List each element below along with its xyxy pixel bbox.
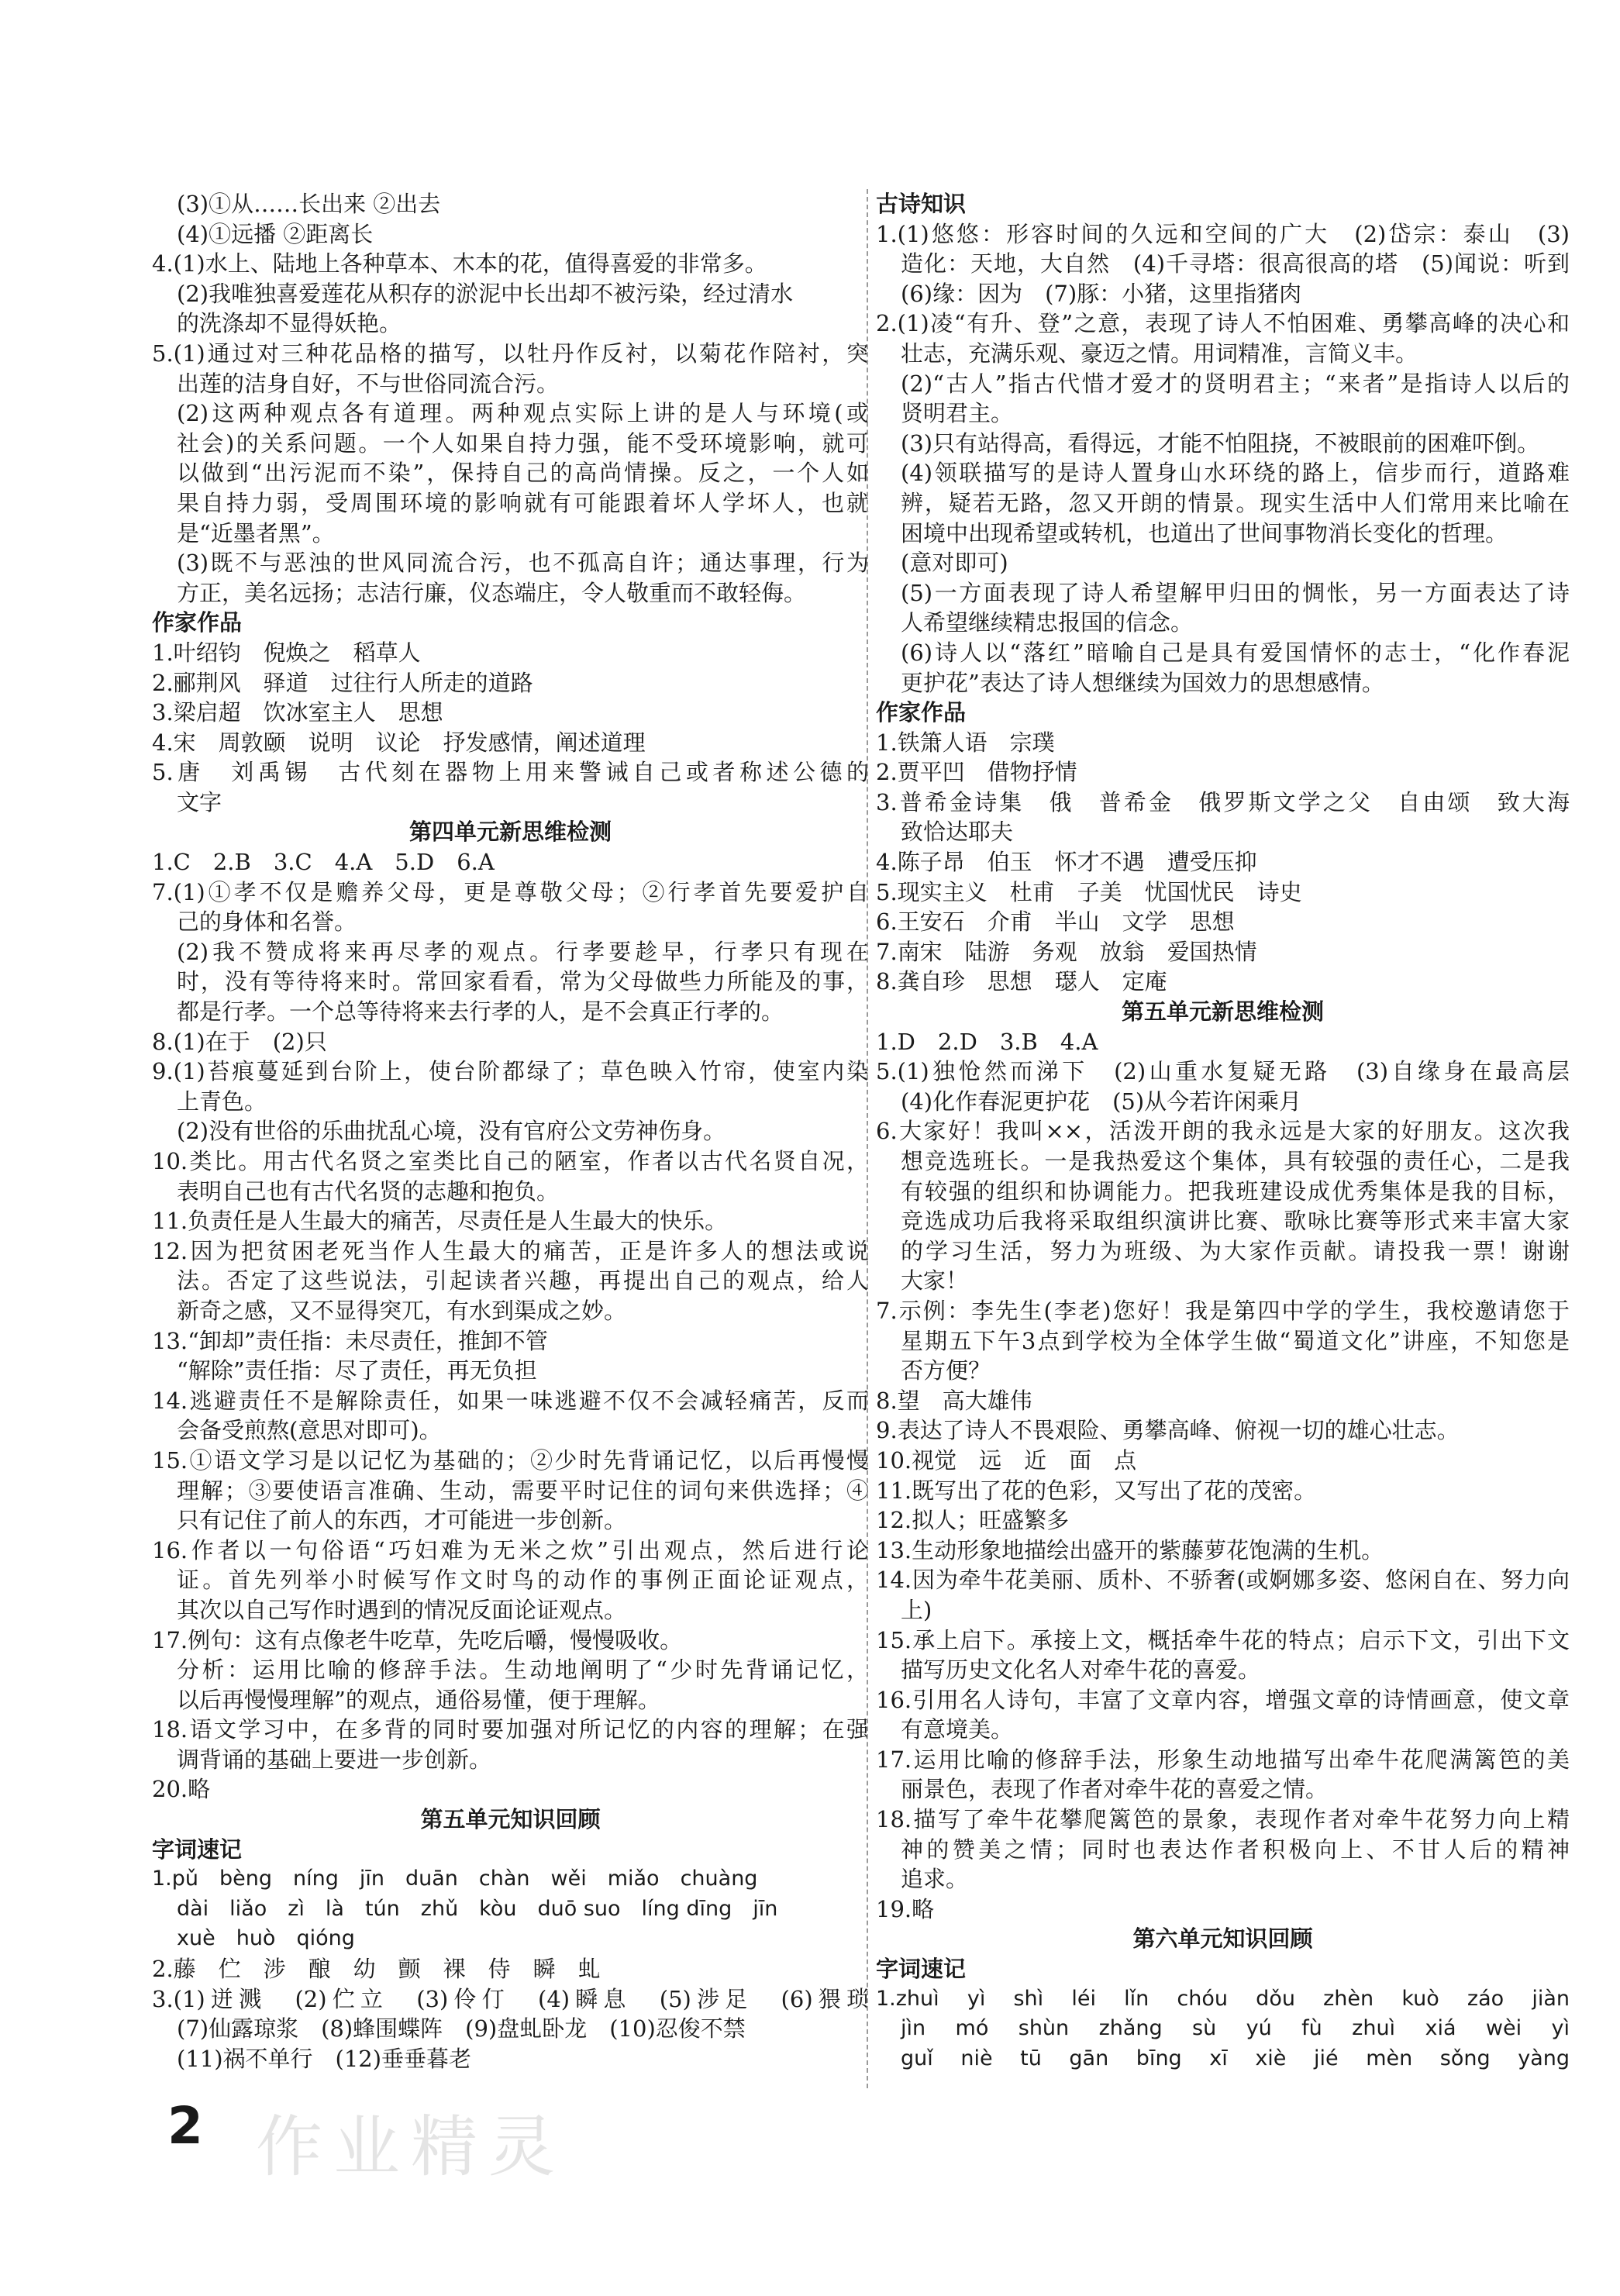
- text-line: 人希望继续精忠报国的信念。: [901, 609, 1194, 636]
- text-line: 12.因为把贫困老死当作人生最大的痛苦，正是许多人的想法或说: [152, 1237, 869, 1264]
- text-line: 7.南宋 陆游 务观 放翁 爱国热情: [876, 938, 1257, 965]
- text-line: 证。首先列举小时候写作文时鸟的动作的事例正面论证观点，: [177, 1567, 869, 1594]
- text-line: 1.C 2.B 3.C 4.A 5.D 6.A: [152, 849, 495, 876]
- text-line: 致恰达耶夫: [901, 819, 1014, 846]
- text-line: 理解；③要使语言准确、生动，需要平时记住的词句来供选择；④: [177, 1477, 869, 1504]
- text-line: (意对即可): [901, 550, 1008, 577]
- text-line: 上): [901, 1596, 932, 1623]
- section-heading: 字词速记: [876, 1956, 967, 1983]
- text-line: 1.zhuì yì shì léi lǐn chóu dǒu zhèn kuò záo jiàn: [876, 1986, 1570, 2011]
- text-line: (7)仙露琼浆 (8)蜂围蝶阵 (9)盘虬卧龙 (10)忍俊不禁: [177, 2015, 746, 2043]
- text-line: (11)祸不单行 (12)垂垂暮老: [177, 2045, 472, 2072]
- text-line: 以后再慢慢理解”的观点，通俗易懂，便于理解。: [177, 1686, 660, 1713]
- text-line: (4)领联描写的是诗人置身山水环绕的路上，信步而行，道路难: [901, 460, 1570, 487]
- text-line: 贤明君主。: [901, 400, 1014, 427]
- text-line: 方正，美名远扬；志洁行廉，仪态端庄，令人敬重而不敢轻侮。: [177, 579, 807, 606]
- text-line: 己的身体和名誉。: [177, 908, 357, 936]
- text-line: guǐ niè tū gān bīng xī xiè jié mèn sǒng yàng: [901, 2046, 1570, 2070]
- text-line: 12.拟人；旺盛繁多: [876, 1507, 1070, 1534]
- text-line: (3)既不与恶浊的世风同流合污，也不孤高自许；通达事理，行为: [177, 550, 869, 577]
- section-heading: 作家作品: [876, 699, 967, 726]
- section-heading: 第四单元新思维检测: [408, 819, 612, 846]
- text-line: 追求。: [901, 1866, 969, 1893]
- text-line: 描写历史文化名人对牵牛花的喜爱。: [901, 1656, 1261, 1684]
- text-line: (5)一方面表现了诗人希望解甲归田的惆怅，另一方面表达了诗: [901, 579, 1570, 606]
- text-line: 20.略: [152, 1776, 211, 1803]
- text-line: (3)①从……长出来 ②出去: [177, 191, 441, 217]
- text-line: 6.王安石 介甫 半山 文学 思想: [876, 908, 1235, 936]
- text-line: 9.(1)苔痕蔓延到台阶上，使台阶都绿了；草色映入竹帘，使室内染: [152, 1058, 869, 1085]
- watermark: 作业精灵: [256, 2108, 566, 2186]
- text-line: 10.视觉 远 近 面 点: [876, 1446, 1137, 1474]
- text-line: 17.运用比喻的修辞手法，形象生动地描写出牵牛花爬满篱笆的美: [876, 1746, 1570, 1773]
- text-line: 时，没有等待将来时。常回家看看，常为父母做些力所能及的事，: [177, 968, 869, 995]
- text-line: 1.铁箫人语 宗璞: [876, 729, 1055, 756]
- text-line: 竞选成功后我将采取组织演讲比赛、歌咏比赛等形式来丰富大家: [901, 1208, 1570, 1235]
- text-line: 以做到“出污泥而不染”，保持自己的高尚情操。反之，一个人如: [177, 460, 869, 487]
- text-line: 有意境美。: [901, 1716, 1014, 1743]
- text-line: 8.望 高大雄伟: [876, 1387, 1032, 1414]
- text-line: 16.作者以一句俗语“巧妇难为无米之炊”引出观点，然后进行论: [152, 1536, 869, 1563]
- text-line: (4)①远播 ②距离长: [177, 220, 374, 247]
- text-line: (2)我不赞成将来再尽孝的观点。行孝要趁早，行孝只有现在: [177, 938, 869, 965]
- text-line: 想竞选班长。一是我热爱这个集体，具有较强的责任心，二是我: [901, 1148, 1570, 1174]
- section-heading: 第六单元知识回顾: [1132, 1925, 1313, 1953]
- text-line: (2)“古人”指古代惜才爱才的贤明君主；“来者”是指诗人以后的: [901, 370, 1570, 397]
- text-line: jìn mó shùn zhǎng sù yú fù zhuì xiá wèi yì: [901, 2016, 1570, 2041]
- text-line: 上青色。: [177, 1088, 267, 1115]
- right-column: [876, 189, 1570, 2074]
- text-line: 5.(1)独怆然而涕下 (2)山重水复疑无路 (3)自缘身在最高层: [876, 1058, 1570, 1085]
- text-line: 7.示例：李先生(李老)您好！我是第四中学的学生，我校邀请您于: [876, 1297, 1570, 1324]
- text-line: 会备受煎熬(意思对即可)。: [177, 1417, 442, 1444]
- text-line: (6)缘：因为 (7)豚：小猪，这里指猪肉: [901, 280, 1302, 307]
- text-line: 2.贾平凹 借物抒情: [876, 759, 1077, 786]
- text-line: 14.逃避责任不是解除责任，如果一味逃避不仅不会减轻痛苦，反而: [152, 1387, 869, 1414]
- text-line: 1.D 2.D 3.B 4.A: [876, 1028, 1098, 1055]
- text-line: 1.叶绍钧 倪焕之 稻草人: [152, 639, 421, 666]
- text-line: 有较强的组织和协调能力。把我班建设成优秀集体是我的目标，: [901, 1177, 1570, 1205]
- section-heading: 字词速记: [152, 1836, 243, 1863]
- text-line: 调背诵的基础上要进一步创新。: [177, 1746, 492, 1773]
- text-line: 文字: [177, 788, 222, 815]
- text-line: 2.藤 伫 涉 酿 幼 颤 裸 侍 瞬 虬: [152, 1956, 601, 1983]
- section-heading: 作家作品: [152, 609, 243, 636]
- text-line: 3.(1)迸溅 (2)伫立 (3)伶仃 (4)瞬息 (5)涉足 (6)猥琐: [152, 1985, 869, 2012]
- text-line: 都是行孝。一个总等待将来去行孝的人，是不会真正行孝的。: [177, 998, 784, 1026]
- text-line: 13.生动形象地描绘出盛开的紫藤萝花饱满的生机。: [876, 1536, 1384, 1563]
- text-line: 辨，疑若无路，忽又开朗的情景。现实生活中人们常用来比喻在: [901, 489, 1570, 516]
- text-line: 更护花”表达了诗人想继续为国效力的思想感情。: [901, 669, 1384, 696]
- text-line: 17.例句：这有点像老牛吃草，先吃后嚼，慢慢吸收。: [152, 1626, 683, 1653]
- text-line: 15.①语文学习是以记忆为基础的；②少时先背诵记忆，以后再慢慢: [152, 1446, 869, 1474]
- text-line: 18.描写了牵牛花攀爬篱笆的景象，表现作者对牵牛花努力向上精: [876, 1806, 1570, 1833]
- text-line: (3)只有站得高，看得远，才能不怕阻挠，不被眼前的困难吓倒。: [901, 429, 1540, 457]
- text-line: 神的赞美之情；同时也表达作者积极向上、不甘人后的精神: [901, 1836, 1570, 1863]
- text-line: 壮志，充满乐观、豪迈之情。用词精准，言简义丰。: [901, 340, 1418, 367]
- text-line: 星期五下午3点到学校为全体学生做“蜀道文化”讲座，不知您是: [901, 1327, 1570, 1354]
- text-line: 5.现实主义 杜甫 子美 忧国忧民 诗史: [876, 878, 1302, 905]
- text-line: “解除”责任指：尽了责任，再无负担: [177, 1357, 537, 1384]
- text-line: 8.(1)在于 (2)只: [152, 1028, 327, 1055]
- text-line: 18.语文学习中，在多背的同时要加强对所记忆的内容的理解；在强: [152, 1716, 869, 1743]
- text-line: 大家！: [901, 1267, 969, 1295]
- text-line: 2.(1)凌“有升、登”之意，表现了诗人不怕困难、勇攀高峰的决心和: [876, 310, 1570, 337]
- text-line: 法。否定了这些说法，引起读者兴趣，再提出自己的观点，给人: [177, 1267, 869, 1295]
- text-line: 造化：天地，大自然 (4)千寻塔：很高很高的塔 (5)闻说：听到: [901, 250, 1570, 278]
- text-line: 16.引用名人诗句，丰富了文章内容，增强文章的诗情画意，使文章: [876, 1686, 1570, 1713]
- text-line: 果自持力弱，受周围环境的影响就有可能跟着坏人学坏人，也就: [177, 489, 869, 516]
- text-line: 11.既写出了花的色彩，又写出了花的茂密。: [876, 1477, 1317, 1504]
- section-heading: 第五单元新思维检测: [1121, 998, 1324, 1026]
- text-line: 社会)的关系问题。一个人如果自持力强，能不受环境影响，就可: [177, 429, 869, 457]
- text-line: 出莲的洁身自好，不与世俗同流合污。: [177, 370, 560, 397]
- text-line: (2)没有世俗的乐曲扰乱心境，没有官府公文劳神伤身。: [177, 1118, 726, 1145]
- text-line: 4.(1)水上、陆地上各种草本、木本的花，值得喜爱的非常多。: [152, 250, 767, 278]
- text-line: 是“近墨者黑”。: [177, 519, 335, 546]
- text-line: 1.(1)悠悠：形容时间的久远和空间的广大 (2)岱宗：泰山 (3): [876, 220, 1570, 247]
- text-line: 只有记住了前人的东西，才可能进一步创新。: [177, 1507, 627, 1534]
- text-line: 的学习生活，努力为班级、为大家作贡献。请投我一票！谢谢: [901, 1237, 1570, 1264]
- section-heading: 古诗知识: [876, 191, 967, 217]
- text-line: (4)化作春泥更护花 (5)从今若许闲乘月: [901, 1088, 1302, 1115]
- text-line: 14.因为牵牛花美丽、质朴、不骄奢(或婀娜多姿、悠闲自在、努力向: [876, 1567, 1570, 1594]
- text-line: 分析：运用比喻的修辞手法。生动地阐明了“少时先背诵记忆，: [177, 1656, 869, 1684]
- text-line: 困境中出现希望或转机，也道出了世间事物消长变化的哲理。: [901, 519, 1508, 546]
- text-line: 新奇之感，又不显得突兀，有水到渠成之妙。: [177, 1297, 627, 1324]
- text-line: 11.负责任是人生最大的痛苦，尽责任是人生最大的快乐。: [152, 1208, 728, 1235]
- text-line: 5.(1)通过对三种花品格的描写，以牡丹作反衬，以菊花作陪衬，突: [152, 340, 869, 367]
- text-line: 否方便？: [901, 1357, 991, 1384]
- text-line: 3.普希金诗集 俄 普希金 俄罗斯文学之父 自由颂 致大海: [876, 788, 1570, 815]
- text-line: (2)这两种观点各有道理。两种观点实际上讲的是人与环境(或: [177, 400, 869, 427]
- column-divider: [867, 189, 868, 2088]
- text-line: 4.宋 周敦颐 说明 议论 抒发感情，阐述道理: [152, 729, 646, 756]
- text-line: 5.唐 刘禹锡 古代刻在器物上用来警诫自己或者称述公德的: [152, 759, 869, 786]
- page-number: 2: [167, 2096, 203, 2156]
- text-line: 13.“卸却”责任指：未尽责任，推卸不管: [152, 1327, 548, 1354]
- text-line: (6)诗人以“落红”暗喻自己是具有爱国情怀的志士，“化作春泥: [901, 639, 1570, 666]
- text-line: (2)我唯独喜爱莲花从积存的淤泥中长出却不被污染，经过清水: [177, 280, 794, 307]
- text-line: xuè huò qióng: [177, 1926, 355, 1951]
- text-line: 的洗涤却不显得妖艳。: [177, 310, 402, 337]
- text-line: 9.表达了诗人不畏艰险、勇攀高峰、俯视一切的雄心壮志。: [876, 1417, 1460, 1444]
- text-line: 15.承上启下。承接上文，概括牵牛花的特点；启示下文，引出下文: [876, 1626, 1570, 1653]
- text-line: 4.陈子昂 伯玉 怀才不遇 遭受压抑: [876, 849, 1257, 876]
- text-line: 3.梁启超 饮冰室主人 思想: [152, 699, 443, 726]
- text-line: 7.(1)①孝不仅是赡养父母，更是尊敬父母；②行孝首先要爱护自: [152, 878, 869, 905]
- section-heading: 第五单元知识回顾: [420, 1806, 601, 1833]
- text-line: 19.略: [876, 1895, 935, 1922]
- left-column: [152, 189, 869, 2074]
- text-line: 10.类比。用古代名贤之室类比自己的陋室，作者以古代名贤自况，: [152, 1148, 869, 1174]
- text-line: dài liǎo zì là tún zhǔ kòu duō suo líng dīng jīn: [177, 1896, 778, 1921]
- text-line: 其次以自己写作时遇到的情况反面论证观点。: [177, 1596, 627, 1623]
- text-line: 表明自己也有古代名贤的志趣和抱负。: [177, 1177, 560, 1205]
- text-line: 1.pǔ bèng níng jīn duān chàn wěi miǎo chuàng: [152, 1867, 758, 1891]
- text-line: 6.大家好！我叫××，活泼开朗的我永远是大家的好朋友。这次我: [876, 1118, 1570, 1145]
- text-line: 8.龚自珍 思想 璱人 定庵: [876, 968, 1167, 995]
- text-line: 丽景色，表现了作者对牵牛花的喜爱之情。: [901, 1776, 1329, 1803]
- text-line: 2.郦荆风 驿道 过往行人所走的道路: [152, 669, 533, 696]
